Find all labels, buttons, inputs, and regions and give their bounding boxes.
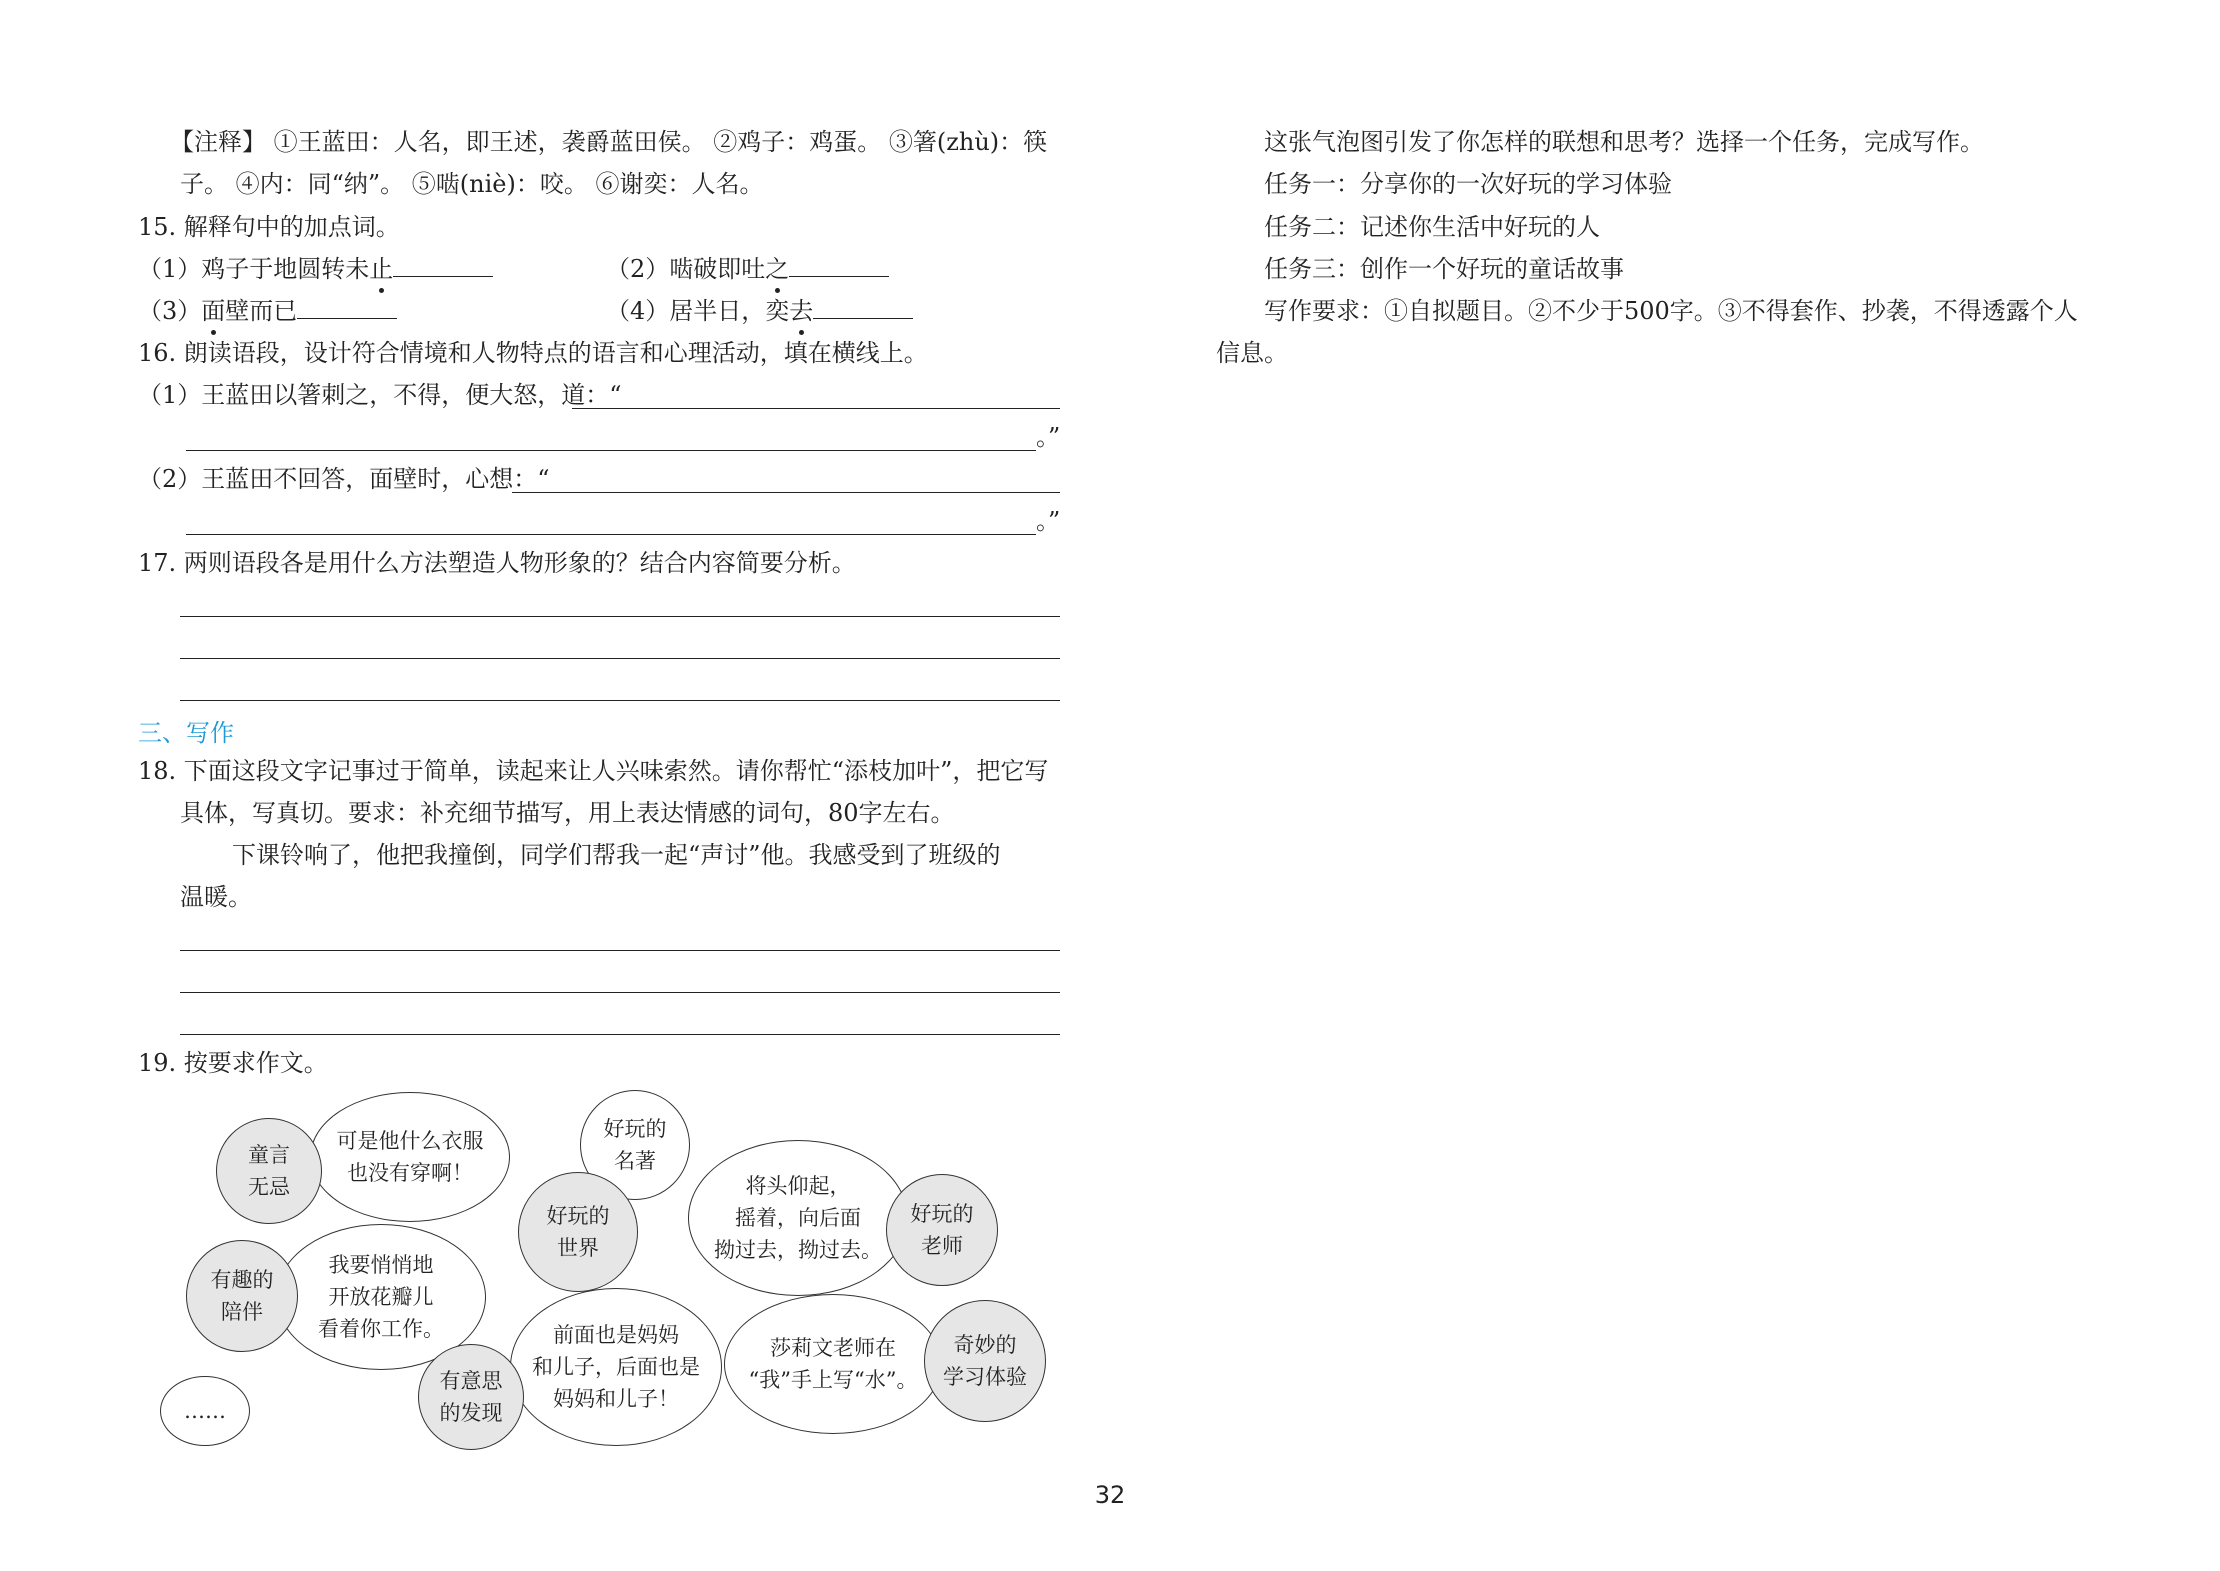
q15-item-2-dotted: 之 [765,255,790,283]
q17-answer-line-3[interactable] [180,700,1060,701]
task-1: 任务一：分享你的一次好玩的学习体验 [1264,170,1672,198]
q15-item-3-blank[interactable] [297,296,397,319]
bubble-haowan-mingzhu: 好玩的 名著 [580,1090,690,1200]
question-17: 17. 两则语段各是用什么方法塑造人物形象的？结合内容简要分析。 [138,549,856,577]
question-18-line-1: 18. 下面这段文字记事过于简单，读起来让人兴味索然。请你帮忙“添枝加叶”，把它写 [138,757,1049,785]
q15-item-2-text: （2）啮破即吐 [606,255,766,283]
q15-item-1-blank[interactable] [393,254,493,277]
q15-item-4-blank[interactable] [813,296,913,319]
q16-item-2: （2）王蓝田不回答，面壁时，心想：“ [138,465,550,493]
q15-item-1-text: （1）鸡子于地圆转未 [138,255,370,283]
q17-answer-line-1[interactable] [180,616,1060,617]
q16-item-1: （1）王蓝田以箸刺之，不得，便大怒，道：“ [138,381,622,409]
q15-item-3-text: （3） [138,297,202,325]
q16-item-1-answer-line-1[interactable] [572,408,1060,409]
q18-answer-line-3[interactable] [180,1034,1060,1035]
q18-answer-line-2[interactable] [180,992,1060,993]
writing-requirements-line-1: 写作要求：①自拟题目。②不少于500字。③不得套作、抄袭，不得透露个人 [1264,297,2078,325]
bubble-qianmian: 前面也是妈妈 和儿子，后面也是 妈妈和儿子！ [510,1288,722,1446]
q18-answer-line-1[interactable] [180,950,1060,951]
bubble-youqu-peiban: 有趣的 陪伴 [186,1240,298,1352]
bubble-haowan-laoshi: 好玩的 老师 [886,1174,998,1286]
bubble-qiaoqiao: 我要悄悄地 开放花瓣儿 看着你工作。 [276,1224,486,1370]
q16-item-2-answer-line-2[interactable] [186,534,1036,535]
q15-item-2 [606,254,889,284]
writing-intro: 这张气泡图引发了你怎样的联想和思考？选择一个任务，完成写作。 [1264,128,1984,156]
section-heading-writing: 三、写作 [138,719,234,747]
q16-item-2-end: 。” [1036,507,1061,535]
q15-item-4-dotted: 去 [789,297,814,325]
q15-item-4 [606,296,913,326]
question-15: 15. 解释句中的加点词。 [138,213,400,241]
q17-answer-line-2[interactable] [180,658,1060,659]
page-number: 32 [1094,1481,1126,1509]
bubble-tongyan: 童言 无忌 [216,1118,322,1224]
writing-requirements-line-2: 信息。 [1216,339,1288,367]
annotation-line-2: 子。 ④内：同“纳”。 ⑤啮(niè)：咬。 ⑥谢奕：人名。 [180,170,764,198]
q15-item-2-blank[interactable] [789,254,889,277]
q15-item-1 [138,254,493,284]
q15-item-3 [138,296,397,326]
q16-item-1-end: 。” [1036,423,1061,451]
question-19: 19. 按要求作文。 [138,1049,328,1077]
bubble-qimiao: 奇妙的 学习体验 [924,1300,1046,1422]
bubble-yishi: 可是他什么衣服 也没有穿啊！ [310,1092,510,1222]
bubble-youyisi: 有意思 的发现 [418,1344,524,1450]
bubble-jiangtou: 将头仰起， 摇着，向后面 拗过去，拗过去。 [688,1140,908,1296]
q16-item-2-answer-line-1[interactable] [512,492,1060,493]
question-18-line-2: 具体，写真切。要求：补充细节描写，用上表达情感的词句，80字左右。 [180,799,955,827]
q16-item-1-answer-line-2[interactable] [186,450,1036,451]
q15-item-4-text: （4）居半日，奕 [606,297,790,325]
task-2: 任务二：记述你生活中好玩的人 [1264,213,1600,241]
q15-item-3-text-post: 壁而已 [225,297,298,325]
annotation-line-1: 【注释】 ①王蓝田：人名，即王述，袭爵蓝田侯。 ②鸡子：鸡蛋。 ③箸(zhù)：筷 [170,128,1048,156]
q15-item-3-dotted: 面 [201,297,226,325]
q18-passage-line-2: 温暖。 [180,883,252,911]
question-16: 16. 朗读语段，设计符合情境和人物特点的语言和心理活动，填在横线上。 [138,339,928,367]
task-3: 任务三：创作一个好玩的童话故事 [1264,255,1624,283]
bubble-ellipsis: …… [160,1376,250,1446]
bubble-haowan-shijie: 好玩的 世界 [518,1172,638,1292]
q15-item-1-dotted: 止 [369,255,394,283]
bubble-shaliwen: 莎莉文老师在 “我”手上写“水”。 [724,1294,942,1434]
q18-passage-line-1: 下课铃响了，他把我撞倒，同学们帮我一起“声讨”他。我感受到了班级的 [232,841,1001,869]
